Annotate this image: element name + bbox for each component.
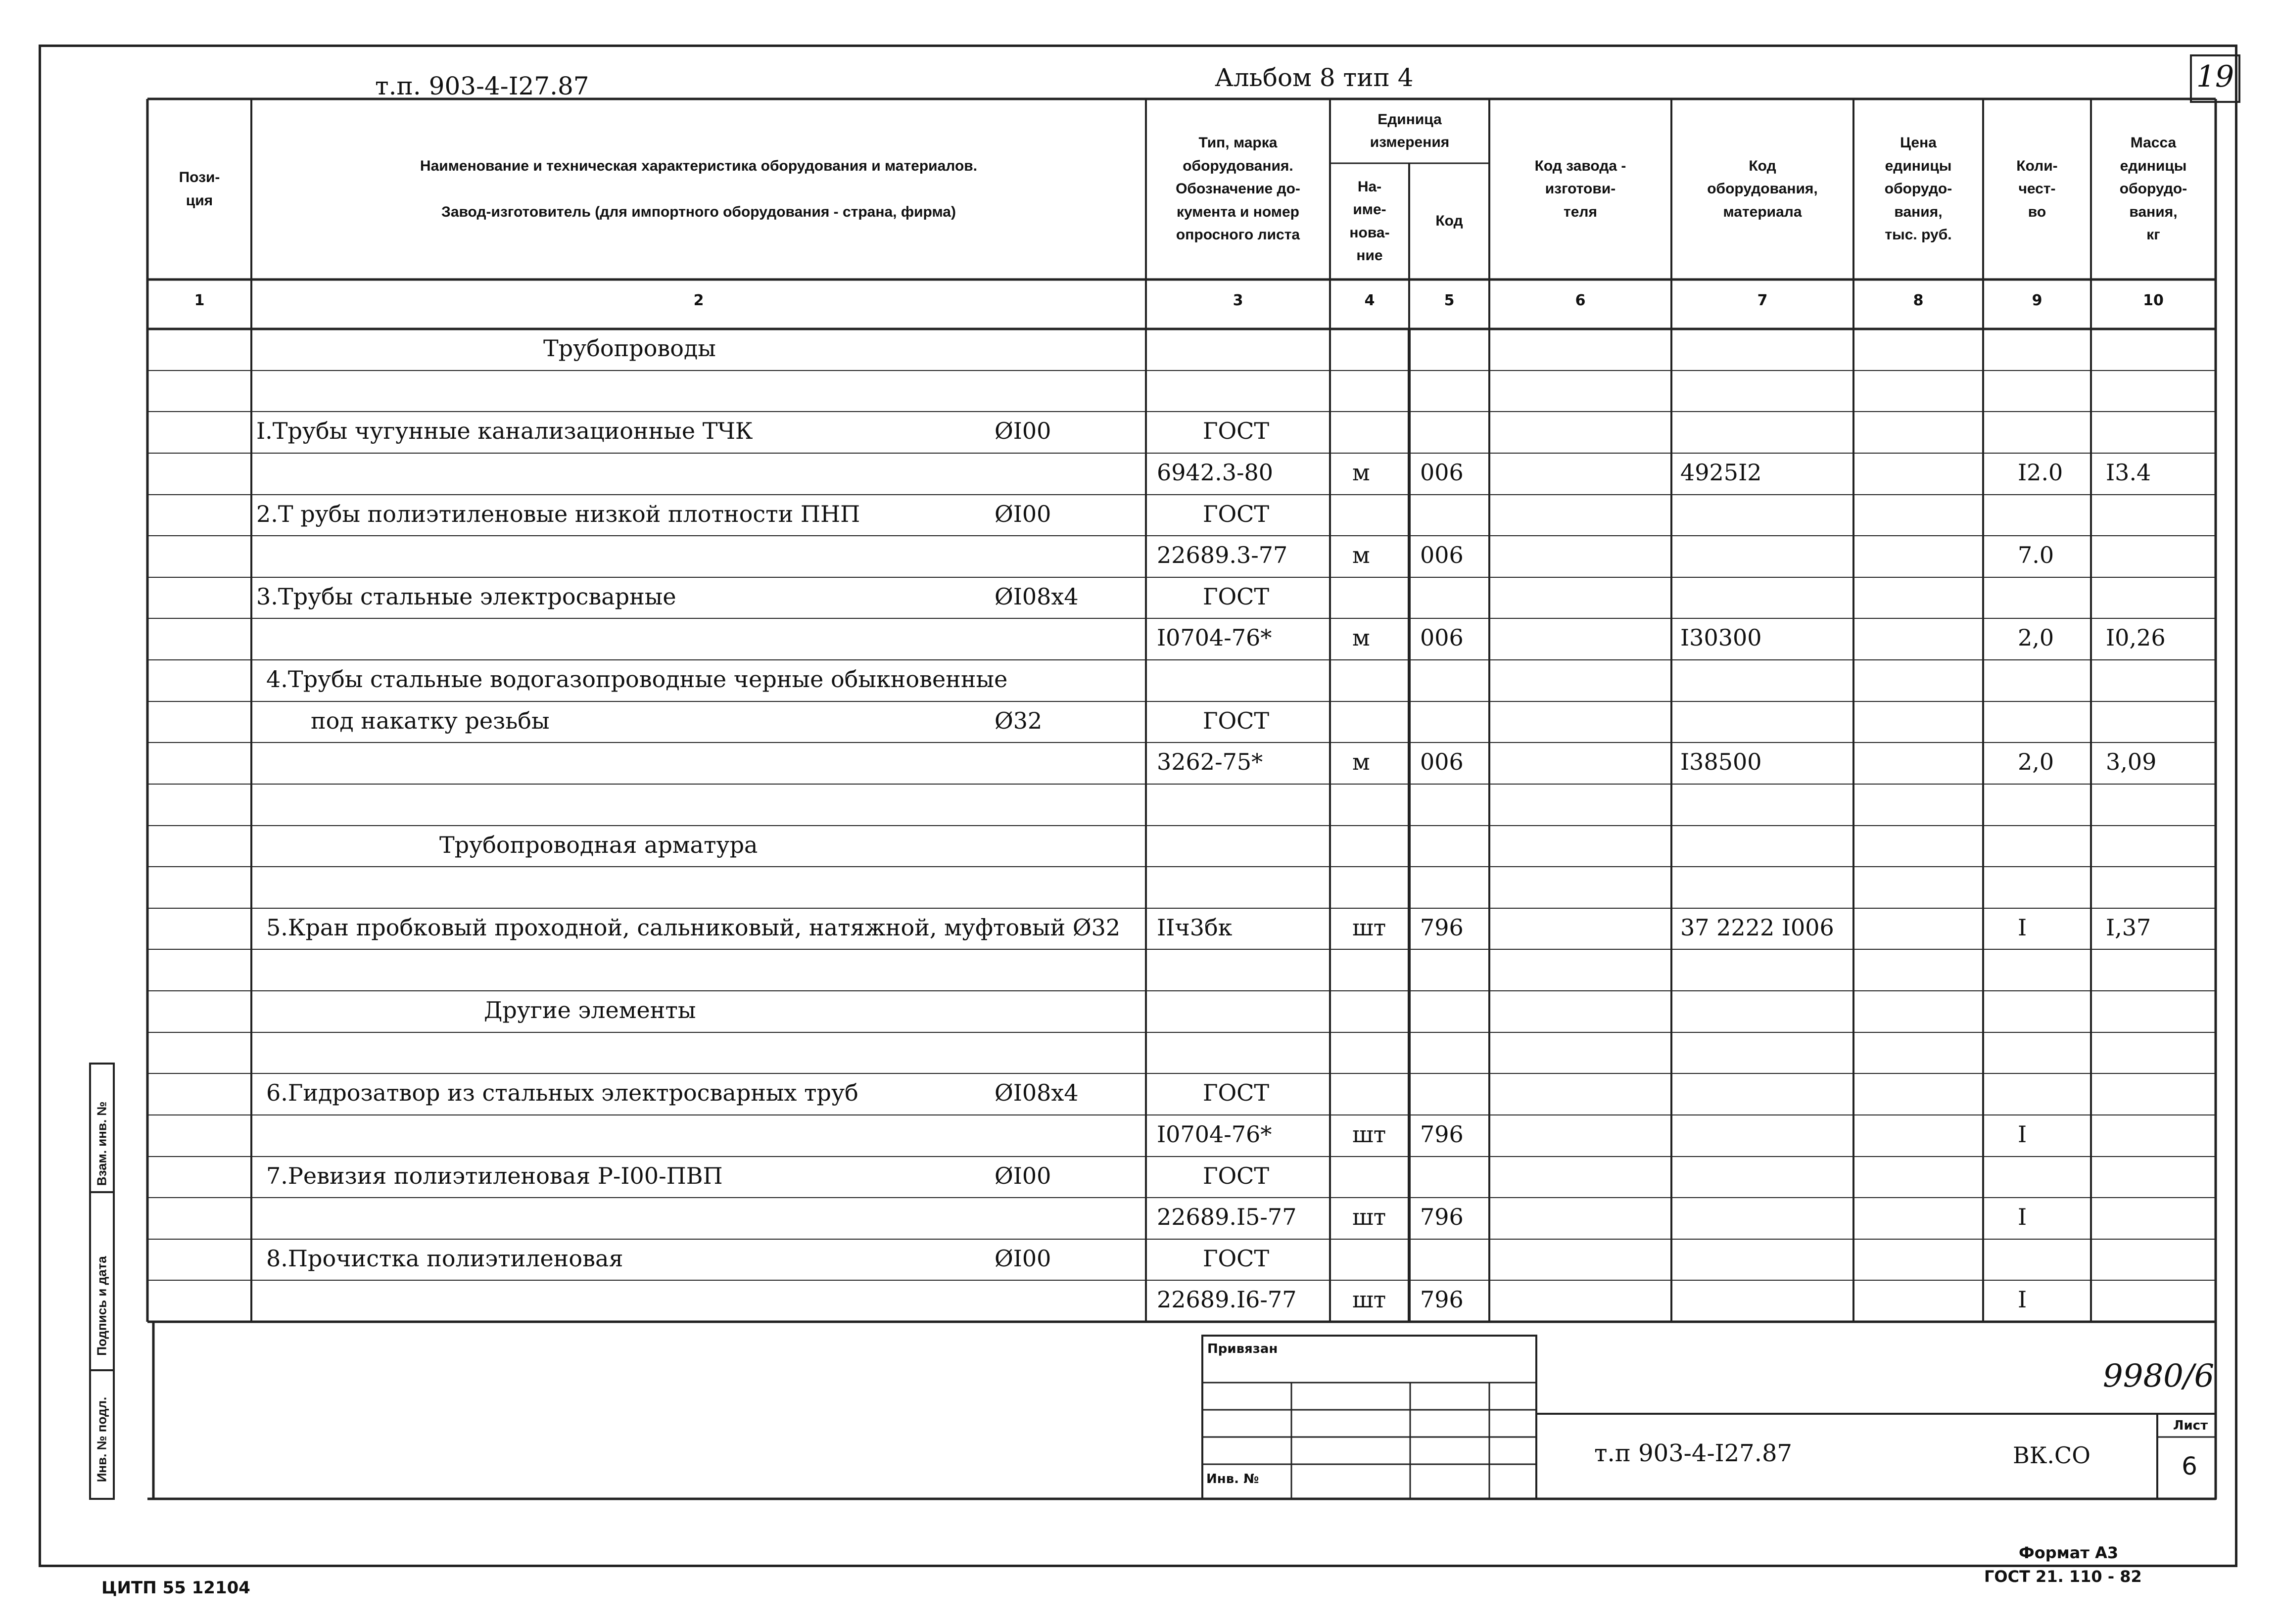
row-equip-code: I30300 — [1680, 624, 1762, 651]
album-title: Альбом 8 тип 4 — [1215, 63, 1414, 92]
row-type: ГОСТ — [1203, 583, 1270, 610]
row-type: I0704-76* — [1157, 624, 1272, 651]
row-unit-code: 006 — [1420, 624, 1464, 651]
row-unit-name: шт — [1352, 1121, 1386, 1148]
col-header-price: Цена единицы оборудо- вания, тыс. руб. — [1884, 135, 1952, 243]
doc-title: т.п. 903-4-I27.87 — [375, 72, 589, 100]
row-type: ГОСТ — [1203, 418, 1270, 444]
table-row — [0, 329, 2279, 371]
col-header-qty: Коли- чест- во — [2016, 157, 2058, 220]
row-qty: I — [2018, 1286, 2027, 1313]
row-diameter: ØI00 — [995, 1245, 1051, 1272]
row-type: ГОСТ — [1203, 1079, 1270, 1106]
column-number: 6 — [1575, 292, 1586, 309]
col-header-name: Наименование и техническая характеристика оборудования и материалов. Завод-изготовитель (для импортного оборудования - страна, фирма) — [420, 157, 978, 220]
table-row — [0, 618, 2279, 660]
table-row — [0, 660, 2279, 701]
col-header-type: Тип, марка оборудования. Обозначение до- кумента и номер опросного листа — [1176, 135, 1300, 243]
table-row — [0, 412, 2279, 453]
row-unit-name: шт — [1352, 1204, 1386, 1230]
column-number: 5 — [1444, 292, 1455, 309]
row-type: ГОСТ — [1203, 501, 1270, 527]
row-equip-code: 37 2222 I006 — [1680, 914, 1834, 941]
table-row — [0, 949, 2279, 991]
row-type: ГОСТ — [1203, 1162, 1270, 1189]
row-unit-code: 796 — [1420, 1121, 1464, 1148]
row-type: ГОСТ — [1203, 1245, 1270, 1272]
row-qty: I — [2018, 1204, 2027, 1230]
table-row — [0, 742, 2279, 784]
row-mass: I,37 — [2106, 914, 2151, 941]
row-unit-name: м — [1352, 459, 1370, 486]
table-row — [0, 453, 2279, 495]
table-row — [0, 908, 2279, 950]
row-qty: I — [2018, 914, 2027, 941]
column-number: 8 — [1913, 292, 1924, 309]
row-type: 22689.I6-77 — [1157, 1286, 1297, 1313]
table-row — [0, 701, 2279, 743]
stamp-inv-label: Инв. № — [1206, 1472, 1259, 1486]
row-type: 3262-75* — [1157, 748, 1263, 775]
row-name: под накатку резьбы — [311, 707, 550, 734]
row-mass: I3.4 — [2106, 459, 2151, 486]
column-number: 3 — [1233, 292, 1243, 309]
stamp-mark: ВК.СО — [2013, 1442, 2090, 1469]
column-number: 2 — [693, 292, 704, 309]
footer-citp: ЦИТП 55 12104 — [101, 1578, 250, 1598]
row-equip-code: I38500 — [1680, 748, 1762, 775]
column-number: 1 — [194, 292, 205, 309]
side-label-swap-inv: Взам. инв. № — [94, 1101, 109, 1186]
row-qty: 7.0 — [2018, 542, 2054, 568]
row-type: 22689.3-77 — [1157, 542, 1288, 568]
row-name: 4.Трубы стальные водогазопроводные черные обыкновенные — [266, 666, 1008, 693]
row-name: Трубопроводная арматура — [439, 832, 758, 858]
column-number: 10 — [2143, 292, 2164, 309]
row-name: 5.Кран пробковый проходной, сальниковый, натяжной, муфтовый Ø32 — [266, 914, 1121, 941]
row-name: 6.Гидрозатвор из стальных электросварных труб — [266, 1079, 858, 1106]
row-diameter: ØI00 — [995, 418, 1051, 444]
row-mass: 3,09 — [2106, 748, 2157, 775]
row-unit-code: 006 — [1420, 542, 1464, 568]
table-row — [0, 495, 2279, 536]
row-type: 22689.I5-77 — [1157, 1204, 1297, 1230]
table-row — [0, 1239, 2279, 1281]
column-number: 9 — [2032, 292, 2042, 309]
sheet-number: 6 — [2182, 1452, 2197, 1481]
table-row — [0, 991, 2279, 1032]
table-row — [0, 1157, 2279, 1198]
side-label-sign-date: Подпись и дата — [94, 1256, 109, 1356]
row-unit-name: м — [1352, 748, 1370, 775]
row-name: Трубопроводы — [543, 335, 716, 362]
row-unit-name: м — [1352, 542, 1370, 568]
table-row — [0, 867, 2279, 908]
row-type: ГОСТ — [1203, 707, 1270, 734]
handwritten-number: 9980/6 — [2103, 1358, 2215, 1394]
table-row — [0, 536, 2279, 577]
row-diameter: ØI00 — [995, 1162, 1051, 1189]
row-name: I.Трубы чугунные канализационные ТЧК — [256, 418, 753, 444]
row-type: IIч3бк — [1157, 914, 1233, 941]
table-row — [0, 1115, 2279, 1157]
page-number: 19 — [2196, 59, 2234, 94]
row-unit-name: шт — [1352, 1286, 1386, 1313]
table-row — [0, 1032, 2279, 1074]
row-diameter: ØI08x4 — [995, 583, 1079, 610]
table-row — [0, 784, 2279, 826]
row-name: 3.Трубы стальные электросварные — [256, 583, 676, 610]
table-row — [0, 371, 2279, 412]
row-equip-code: 4925I2 — [1680, 459, 1762, 486]
sheet-label: Лист — [2173, 1418, 2208, 1433]
column-number: 4 — [1364, 292, 1375, 309]
side-label-orig-inv: Инв. № подл. — [94, 1396, 109, 1483]
row-diameter: ØI00 — [995, 501, 1051, 527]
row-unit-code: 006 — [1420, 748, 1464, 775]
row-qty: I2.0 — [2018, 459, 2063, 486]
row-qty: I — [2018, 1121, 2027, 1148]
stamp-doc-title: т.п 903-4-I27.87 — [1594, 1439, 1793, 1467]
footer-format: Формат А3 — [2019, 1543, 2119, 1562]
row-name: 2.Т рубы полиэтиленовые низкой плотности ПНП — [256, 501, 860, 527]
stamp-linked-label: Привязан — [1207, 1342, 1278, 1356]
col-header-position: Пози- ция — [179, 169, 220, 209]
row-name: 7.Ревизия полиэтиленовая Р-I00-ПВП — [266, 1162, 723, 1189]
row-type: I0704-76* — [1157, 1121, 1272, 1148]
row-mass: I0,26 — [2106, 624, 2166, 651]
row-diameter: Ø32 — [995, 707, 1043, 734]
col-header-equip-code: Код оборудования, материала — [1707, 157, 1818, 220]
col-header-maker: Код завода - изготови- теля — [1534, 157, 1626, 220]
table-row — [0, 577, 2279, 619]
row-name: 8.Прочистка полиэтиленовая — [266, 1245, 623, 1272]
row-type: 6942.3-80 — [1157, 459, 1274, 486]
table-row — [0, 1198, 2279, 1239]
col-header-unit-code: Код — [1435, 213, 1463, 230]
column-number: 7 — [1757, 292, 1768, 309]
row-qty: 2,0 — [2018, 624, 2054, 651]
row-unit-code: 006 — [1420, 459, 1464, 486]
row-unit-name: м — [1352, 624, 1370, 651]
row-diameter: ØI08x4 — [995, 1079, 1079, 1106]
row-unit-code: 796 — [1420, 1286, 1464, 1313]
col-header-unit: Единица измерения — [1370, 111, 1450, 150]
table-row — [0, 1073, 2279, 1115]
row-qty: 2,0 — [2018, 748, 2054, 775]
table-row — [0, 826, 2279, 867]
row-name: Другие элементы — [484, 997, 696, 1023]
row-unit-code: 796 — [1420, 914, 1464, 941]
col-header-unit-name: На- име- нова- ние — [1349, 178, 1390, 264]
table-row — [0, 1280, 2279, 1322]
row-unit-name: шт — [1352, 914, 1386, 941]
col-header-mass: Масса единицы оборудо- вания, кг — [2119, 135, 2187, 243]
footer-gost: ГОСТ 21. 110 - 82 — [1984, 1567, 2142, 1586]
row-unit-code: 796 — [1420, 1204, 1464, 1230]
